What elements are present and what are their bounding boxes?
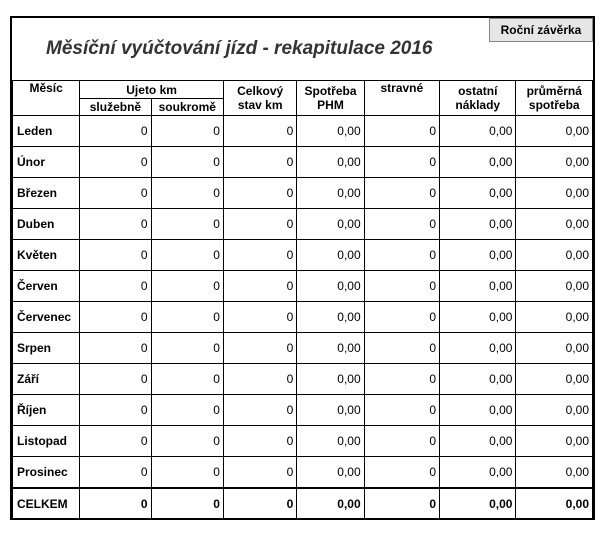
table-row	[13, 116, 593, 147]
annual-closing-button[interactable]: Roční závěrka	[489, 18, 593, 42]
fuel-cell[interactable]: 0,00	[297, 333, 364, 364]
other-cell[interactable]: 0,00	[440, 240, 516, 271]
month-cell: Říjen	[13, 395, 80, 426]
private-cell[interactable]: 0	[151, 178, 223, 209]
table-row	[13, 271, 593, 302]
header-avg-consumption	[516, 81, 593, 116]
allowance-cell[interactable]: 0	[364, 178, 439, 209]
total-km-cell[interactable]: 0	[223, 147, 296, 178]
other-cell[interactable]: 0,00	[440, 457, 516, 489]
business-cell[interactable]: 0	[80, 147, 151, 178]
private-cell[interactable]: 0	[151, 395, 223, 426]
month-cell: Květen	[13, 240, 80, 271]
private-cell[interactable]: 0	[151, 116, 223, 147]
private-cell[interactable]: 0	[151, 364, 223, 395]
fuel-cell[interactable]: 0,00	[297, 395, 364, 426]
private-cell[interactable]: 0	[151, 457, 223, 489]
business-cell[interactable]: 0	[80, 488, 151, 519]
table-row	[13, 364, 593, 395]
header-other-costs	[440, 81, 516, 116]
total-km-cell[interactable]: 0	[223, 364, 296, 395]
total-km-cell[interactable]: 0	[223, 333, 296, 364]
business-cell[interactable]: 0	[80, 178, 151, 209]
other-cell[interactable]: 0,00	[440, 395, 516, 426]
avg-cell[interactable]: 0,00	[516, 395, 593, 426]
fuel-cell[interactable]: 0,00	[297, 426, 364, 457]
header-fuel-line1: Spotřeba	[304, 84, 357, 98]
allowance-cell[interactable]: 0	[364, 271, 439, 302]
other-cell[interactable]: 0,00	[440, 302, 516, 333]
allowance-cell[interactable]: 0	[364, 457, 439, 489]
month-cell: Červen	[13, 271, 80, 302]
month-cell: CELKEM	[13, 488, 80, 519]
table-row	[13, 426, 593, 457]
avg-cell[interactable]: 0,00	[516, 426, 593, 457]
business-cell[interactable]: 0	[80, 395, 151, 426]
business-cell[interactable]: 0	[80, 364, 151, 395]
avg-cell[interactable]: 0,00	[516, 116, 593, 147]
header-month: Měsíc	[13, 81, 80, 116]
allowance-cell[interactable]: 0	[364, 426, 439, 457]
allowance-cell[interactable]: 0	[364, 209, 439, 240]
header-total-km-line2: stav km	[237, 98, 283, 112]
fuel-cell[interactable]: 0,00	[297, 178, 364, 209]
avg-cell[interactable]: 0,00	[516, 147, 593, 178]
fuel-cell[interactable]: 0,00	[297, 457, 364, 489]
other-cell[interactable]: 0,00	[440, 333, 516, 364]
private-cell[interactable]: 0	[151, 240, 223, 271]
table-row	[13, 333, 593, 364]
business-cell[interactable]: 0	[80, 302, 151, 333]
private-cell[interactable]: 0	[151, 302, 223, 333]
other-cell[interactable]: 0,00	[440, 209, 516, 240]
header-business: služebně	[80, 99, 151, 116]
month-cell: Srpen	[13, 333, 80, 364]
recap-table	[12, 80, 593, 519]
other-cell[interactable]: 0,00	[440, 271, 516, 302]
page-title: Měsíční vyúčtování jízd - rekapitulace 2016	[46, 38, 433, 59]
total-km-cell[interactable]: 0	[223, 488, 296, 519]
avg-cell[interactable]: 0,00	[516, 209, 593, 240]
total-km-cell[interactable]: 0	[223, 178, 296, 209]
allowance-cell[interactable]: 0	[364, 488, 439, 519]
allowance-cell[interactable]: 0	[364, 333, 439, 364]
table-row	[13, 240, 593, 271]
fuel-cell[interactable]: 0,00	[297, 488, 364, 519]
other-cell[interactable]: 0,00	[440, 178, 516, 209]
allowance-cell[interactable]: 0	[364, 364, 439, 395]
private-cell[interactable]: 0	[151, 488, 223, 519]
fuel-cell[interactable]: 0,00	[297, 240, 364, 271]
table-row	[13, 302, 593, 333]
avg-cell[interactable]: 0,00	[516, 488, 593, 519]
avg-cell[interactable]: 0,00	[516, 271, 593, 302]
month-cell: Březen	[13, 178, 80, 209]
allowance-cell[interactable]: 0	[364, 395, 439, 426]
total-km-cell[interactable]: 0	[223, 395, 296, 426]
private-cell[interactable]: 0	[151, 209, 223, 240]
other-cell[interactable]: 0,00	[440, 147, 516, 178]
fuel-cell[interactable]: 0,00	[297, 364, 364, 395]
recap-sheet	[10, 16, 595, 520]
fuel-cell[interactable]: 0,00	[297, 147, 364, 178]
private-cell[interactable]: 0	[151, 426, 223, 457]
allowance-cell[interactable]: 0	[364, 147, 439, 178]
table-row	[13, 395, 593, 426]
month-cell: Únor	[13, 147, 80, 178]
allowance-cell[interactable]: 0	[364, 302, 439, 333]
private-cell[interactable]: 0	[151, 147, 223, 178]
avg-cell[interactable]: 0,00	[516, 302, 593, 333]
business-cell[interactable]: 0	[80, 457, 151, 489]
private-cell[interactable]: 0	[151, 271, 223, 302]
total-km-cell[interactable]: 0	[223, 457, 296, 489]
fuel-cell[interactable]: 0,00	[297, 302, 364, 333]
other-cell[interactable]: 0,00	[440, 364, 516, 395]
avg-cell[interactable]: 0,00	[516, 333, 593, 364]
other-cell[interactable]: 0,00	[440, 488, 516, 519]
header-avg-line1: průměrná	[526, 84, 582, 98]
total-km-cell[interactable]: 0	[223, 240, 296, 271]
month-cell: Září	[13, 364, 80, 395]
table-row	[13, 209, 593, 240]
allowance-cell[interactable]: 0	[364, 240, 439, 271]
business-cell[interactable]: 0	[80, 271, 151, 302]
total-km-cell[interactable]: 0	[223, 116, 296, 147]
fuel-cell[interactable]: 0,00	[297, 209, 364, 240]
header-other-line1: ostatní	[458, 84, 498, 98]
business-cell[interactable]: 0	[80, 426, 151, 457]
business-cell[interactable]: 0	[80, 333, 151, 364]
private-cell[interactable]: 0	[151, 333, 223, 364]
total-row	[13, 488, 593, 519]
header-private: soukromě	[151, 99, 223, 116]
allowance-cell[interactable]: 0	[364, 116, 439, 147]
month-cell: Leden	[13, 116, 80, 147]
table-row	[13, 147, 593, 178]
table-row	[13, 457, 593, 489]
header-avg-line2: spotřeba	[528, 98, 580, 112]
avg-cell[interactable]: 0,00	[516, 364, 593, 395]
header-driven-km: Ujeto km	[80, 81, 224, 99]
month-cell: Duben	[13, 209, 80, 240]
total-km-cell[interactable]: 0	[223, 271, 296, 302]
total-km-cell[interactable]: 0	[223, 209, 296, 240]
business-cell[interactable]: 0	[80, 116, 151, 147]
business-cell[interactable]: 0	[80, 209, 151, 240]
header-other-line2: náklady	[455, 98, 501, 112]
business-cell[interactable]: 0	[80, 240, 151, 271]
month-cell: Červenec	[13, 302, 80, 333]
avg-cell[interactable]: 0,00	[516, 178, 593, 209]
table-row	[13, 178, 593, 209]
fuel-cell[interactable]: 0,00	[297, 271, 364, 302]
header-allowance: stravné	[364, 81, 439, 116]
header-total-km	[223, 81, 296, 116]
other-cell[interactable]: 0,00	[440, 116, 516, 147]
other-cell[interactable]: 0,00	[440, 426, 516, 457]
header-total-km-line1: Celkový	[237, 84, 284, 98]
fuel-cell[interactable]: 0,00	[297, 116, 364, 147]
month-cell: Prosinec	[13, 457, 80, 489]
header-fuel	[297, 81, 364, 116]
header-fuel-line2: PHM	[317, 98, 344, 112]
month-cell: Listopad	[13, 426, 80, 457]
total-km-cell[interactable]: 0	[223, 426, 296, 457]
total-km-cell[interactable]: 0	[223, 302, 296, 333]
avg-cell[interactable]: 0,00	[516, 457, 593, 489]
avg-cell[interactable]: 0,00	[516, 240, 593, 271]
